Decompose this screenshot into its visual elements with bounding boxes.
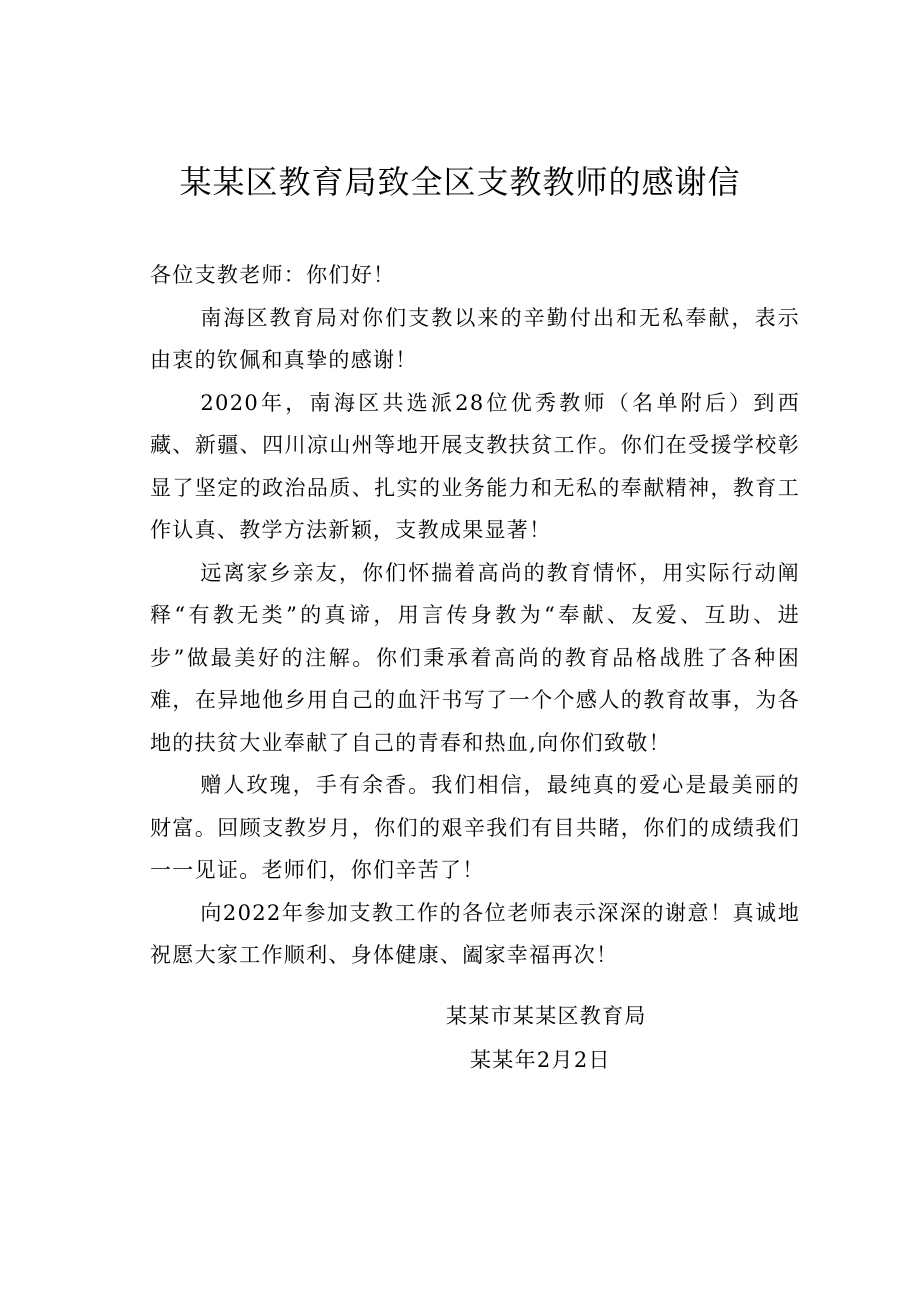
letter-title: 某某区教育局致全区支教教师的感谢信: [179, 163, 741, 201]
signature-date: 某某年2月2日: [470, 1048, 611, 1072]
salutation: 各位支教老师：你们好！: [150, 263, 396, 287]
signature-organization: 某某市某某区教育局: [446, 1004, 647, 1028]
letter-body: [150, 254, 800, 977]
paragraph-closing: 向2022年参加支教工作的各位老师表示深深的谢意！真诚地祝愿大家工作顺利、身体健康、阖家幸福再次！: [150, 900, 800, 967]
paragraph-program: 2020年，南海区共选派28位优秀教师（名单附后）到西藏、新疆、四川凉山州等地开展支教扶贫工作。你们在受援学校彰显了坚定的政治品质、扎实的业务能力和无私的奉献精神，教育工作认真、教学方法新颖，支教成果显著！: [150, 390, 800, 542]
paragraph-dedication: 远离家乡亲友，你们怀揣着高尚的教育情怀，用实际行动阐释“有教无类”的真谛，用言传身教为“奉献、友爱、互助、进步”做最美好的注解。你们秉承着高尚的教育品格战胜了各种困难，在异地他乡用自己的血汗书写了一个个感人的教育故事，为各地的扶贫大业奉献了自己的青春和热血,向你们致敬！: [150, 560, 800, 755]
paragraph-thanks: 南海区教育局对你们支教以来的辛勤付出和无私奉献，表示由衷的钦佩和真挚的感谢！: [150, 305, 800, 372]
paragraph-reflection: 赠人玫瑰，手有余香。我们相信，最纯真的爱心是最美丽的财富。回顾支教岁月，你们的艰辛我们有目共睹，你们的成绩我们一一见证。老师们，你们辛苦了！: [150, 773, 800, 882]
